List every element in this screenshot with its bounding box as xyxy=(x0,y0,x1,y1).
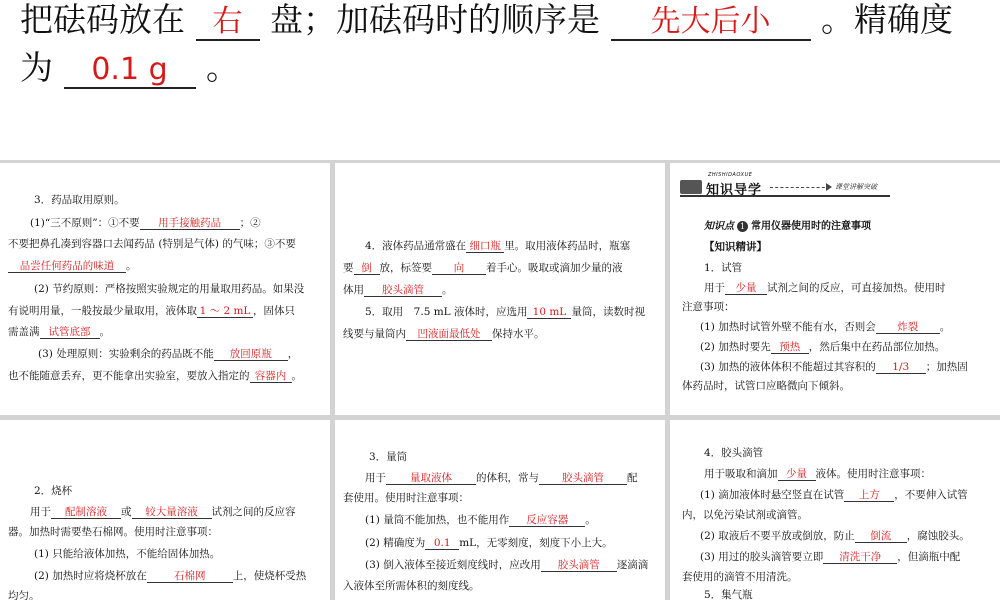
answer-blank: 品尝任何药品的味道 xyxy=(8,260,126,273)
answer-blank: 1 ～ 2 mL xyxy=(197,305,253,318)
text-line: (2) 加热时应将烧杯放在 石棉网 上，使烧杯受热 xyxy=(34,570,307,582)
text-line: (1) 量筒不能加热，也不能用作 反应容器 。 xyxy=(365,514,596,526)
section-header-subtitle: 课堂讲解突破 xyxy=(835,183,877,191)
dashed-line xyxy=(770,187,830,188)
banner-text: 盘；加砝码时的顺序是 xyxy=(270,0,600,39)
banner-text: 。 xyxy=(206,48,239,87)
slide-thumbnail-3[interactable] xyxy=(670,163,1000,415)
text-line: 注意事项： xyxy=(682,301,735,313)
text-line: 5．集气瓶 xyxy=(704,589,753,600)
answer-blank: 少量 xyxy=(725,282,767,295)
slide-thumbnail-6[interactable] xyxy=(670,420,1000,600)
answer-blank: 炸裂 xyxy=(876,321,940,334)
banner-line-2 xyxy=(20,48,239,89)
answer-blank: 0.1 xyxy=(425,537,459,550)
text-line: (3) 倒入液体至接近刻度线时，应改用 胶头滴管 逐滴滴 xyxy=(365,559,649,571)
text-line: 用于 量取液体 的体积，常与 胶头滴管 配 xyxy=(365,472,638,484)
section-header-title: 知识导学 xyxy=(706,183,763,198)
text-line: 1．试管 xyxy=(704,262,743,274)
text-line: 入液体至所需体积的刻度线。 xyxy=(343,580,480,592)
text-line: 需盖满 试管底部 。 xyxy=(8,326,110,338)
answer-blank: 石棉网 xyxy=(147,570,233,583)
text-line: 用于 配制溶液 或 较大量溶液 试剂之间的反应容 xyxy=(30,506,296,518)
text-line: 线要与量筒内 凹液面最低处 保持水平。 xyxy=(343,328,545,340)
answer-blank: 0.1 g xyxy=(64,53,196,89)
answer-blank: 配制溶液 xyxy=(51,506,121,519)
answer-blank: 容器内 xyxy=(250,370,292,383)
number-badge: 1 xyxy=(737,221,748,232)
text-line: (1) 只能给液体加热，不能给固体加热。 xyxy=(34,548,221,560)
header-underline xyxy=(680,195,890,197)
text-line: 有说明用量，一般按最少量取用，液体取 1 ～ 2 mL ，固体只 xyxy=(8,305,295,317)
text-line: 内，以免污染试剂或滴管。 xyxy=(682,509,808,521)
knowledge-section-label: 【知识精讲】 xyxy=(704,241,767,253)
answer-blank: 放回原瓶 xyxy=(214,348,288,361)
text-line: 体药品时，试管口应略微向下倾斜。 xyxy=(682,380,850,392)
answer-blank: 预热 xyxy=(771,341,809,354)
text-line: 品尝任何药品的味道 。 xyxy=(8,259,137,273)
text-line: 器。加热时需要垫石棉网。使用时注意事项： xyxy=(8,526,218,538)
banner-text: 。精确度 xyxy=(821,0,953,39)
text-line: (1) 加热时试管外壁不能有水，否则会 炸裂 。 xyxy=(700,321,951,333)
answer-blank: 细口瓶 xyxy=(466,240,504,253)
section-header-pinyin: ZHISHIDAOXUE xyxy=(708,172,753,178)
knowledge-point-heading: 知识点 1 常用仪器使用时的注意事项 xyxy=(704,221,871,232)
text-line: (3) 处理原则：实验剩余的药品既不能 放回原瓶 ， xyxy=(38,348,299,360)
answer-blank: 胶头滴管 xyxy=(541,559,617,572)
text-line: 也不能随意丢弃，更不能拿出实验室，要放入指定的 容器内 。 xyxy=(8,370,302,382)
answer-blank: 胶头滴管 xyxy=(364,284,442,297)
text-line: 5．取用 7.5 mL 液体时，应选用 10 mL 量筒，读数时视 xyxy=(365,306,645,318)
text-line: 用于 少量 试剂之间的反应，可直接加热。使用时 xyxy=(704,282,946,294)
answer-blank: 1/3 xyxy=(876,361,926,374)
answer-blank: 先大后小 xyxy=(611,5,811,41)
text-line: 套使用。使用时注意事项： xyxy=(343,492,469,504)
answer-blank: 清洗干净 xyxy=(823,551,897,564)
answer-blank: 倒流 xyxy=(855,530,907,543)
text-line: 3．药品取用原则。 xyxy=(34,194,125,206)
text-line: 4．胶头滴管 xyxy=(704,447,764,459)
answer-blank: 试管底部 xyxy=(40,326,100,339)
text-line: (2) 精确度为 0.1 mL，无零刻度，刻度下小上大。 xyxy=(365,537,613,549)
text-line: 4．液体药品通常盛在 细口瓶 里。取用液体药品时，瓶塞 xyxy=(365,240,631,252)
text-line: 均匀。 xyxy=(8,590,40,600)
text-line: 用于吸取和滴加 少量 液体。使用时注意事项： xyxy=(704,468,931,480)
text-line: (2) 节约原则：严格按照实验规定的用量取用药品。如果没 xyxy=(34,283,305,295)
text-line: (3) 用过的胶头滴管要立即 清洗干净 ，但滴瓶中配 xyxy=(700,551,961,563)
answer-blank: 凹液面最低处 xyxy=(406,328,492,341)
answer-blank: 上方 xyxy=(844,489,894,502)
answer-blank: 用手接触药品 xyxy=(140,217,240,230)
text-line: 3．量筒 xyxy=(369,451,408,463)
banner-line-1 xyxy=(20,0,953,41)
answer-blank: 向 xyxy=(432,262,486,275)
text-line: (1) 滴加液体时悬空竖直在试管 上方 ，不要伸入试管 xyxy=(700,489,968,501)
slide-thumbnail-5[interactable] xyxy=(335,420,665,600)
slide-thumbnail-2[interactable] xyxy=(335,163,665,415)
text-line: (2) 加热时要先 预热 ，然后集中在药品部位加热。 xyxy=(700,341,946,353)
answer-blank: 反应容器 xyxy=(509,514,585,527)
slide-thumbnail-1[interactable] xyxy=(0,163,330,415)
slide-thumbnail-4[interactable] xyxy=(0,420,330,600)
text-line: (3) 加热的液体体积不能超过其容积的 1/3 ；加热固 xyxy=(700,361,968,373)
arrow-right-icon xyxy=(826,183,832,191)
banner-text: 把砝码放在 xyxy=(20,0,185,39)
answer-blank: 较大量溶液 xyxy=(132,506,212,519)
text-line: (1)“三不原则”：①不要 用手接触药品 ；② xyxy=(30,217,261,229)
answer-blank: 10 mL xyxy=(527,306,571,319)
answer-blank: 量取液体 xyxy=(386,472,476,485)
text-line: 2．烧杯 xyxy=(34,485,73,497)
text-line: 要 倒 放，标签要 向 着手心。吸取或滴加少量的液 xyxy=(343,262,623,274)
text-line: 体用 胶头滴管 。 xyxy=(343,284,453,296)
top-banner xyxy=(0,0,1000,160)
answer-blank: 倒 xyxy=(354,262,380,275)
text-line: 套使用的滴管不用清洗。 xyxy=(682,571,798,583)
answer-blank: 右 xyxy=(196,5,260,41)
text-line: (2) 取液后不要平放或倒放，防止 倒流 ，腐蚀胶头。 xyxy=(700,530,970,542)
book-icon xyxy=(680,180,702,194)
text-line: 不要把鼻孔凑到容器口去闻药品 (特别是气体) 的气味；③不要 xyxy=(8,238,296,250)
section-header-bar xyxy=(680,172,890,198)
answer-blank: 少量 xyxy=(778,468,816,481)
banner-text: 为 xyxy=(20,48,53,87)
answer-blank: 胶头滴管 xyxy=(539,472,627,485)
